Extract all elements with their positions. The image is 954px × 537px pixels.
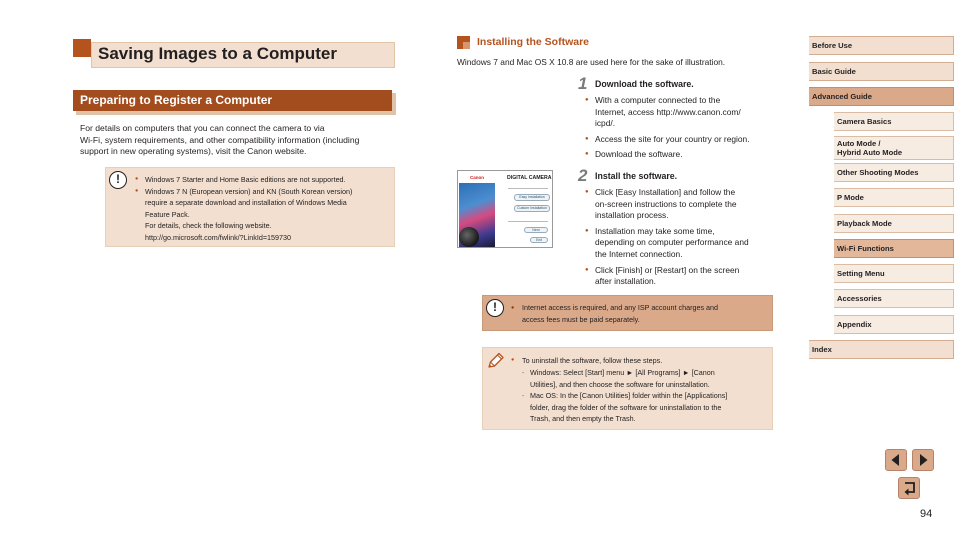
nav-camera-basics[interactable]: Camera Basics [834,112,954,131]
tip-line: Trash, and then empty the Trash. [530,414,636,424]
nav-playback-mode[interactable]: Playback Mode [834,214,954,233]
step-bullet [585,226,775,261]
return-icon [899,478,919,498]
bullet-line: depending on computer performance and [595,237,749,248]
step-bullet [585,134,775,146]
step-bullet [585,265,775,288]
screenshot-brand: Canon [470,175,484,180]
intro-line: For details on computers that you can connect the camera to via [80,123,325,133]
intro-line: support in new operating systems), visit the Canon website. [80,146,307,157]
nav-auto-mode-line1: Auto Mode / [837,139,881,148]
step-bullet [585,95,775,130]
bullet-line: after installation. [595,276,656,287]
bullet-line: Internet, access http://www.canon.com/ [595,106,741,117]
bullet-line: the Internet connection. [595,248,683,259]
caution-continuation: Feature Pack. [145,209,190,219]
nav-auto-mode-line2: Hybrid Auto Mode [837,148,903,157]
section-intro: Windows 7 and Mac OS X 10.8 are used here for the sake of illustration. [457,57,726,67]
notice-text [522,302,772,326]
bullet-line: ● Download the software. [595,149,683,160]
tip-steps [522,367,768,425]
nav-advanced-guide[interactable]: Advanced Guide [809,87,954,106]
section-marker-accent [463,42,470,49]
bullet-line: ● Click [Easy Installation] and follow the [595,187,736,197]
tip-step [522,367,768,390]
step-title: Download the software. [595,79,694,89]
tip-line: Utilities], and then choose the software for uninstallation. [530,379,710,389]
tip-main: ● To uninstall the software, follow these steps. [522,355,662,367]
tip-line: - Mac OS: In the [Canon Utilities] folder within the [Applications] [530,391,728,401]
bullet-line: ● Access the site for your country or region. [595,133,750,144]
screenshot-lens [459,227,479,247]
caution-icon: ! [486,299,504,317]
screenshot-next-button: Next [524,227,548,233]
title-marker [73,39,91,57]
subtitle: Preparing to Register a Computer [80,93,273,107]
installer-screenshot [457,170,553,248]
screenshot-divider [508,221,548,222]
step-bullets [585,95,775,165]
nav-appendix[interactable]: Appendix [834,315,954,334]
tip-line: folder, drag the folder of the software for uninstallation to the [530,402,722,412]
tip-line: - Windows: Select [Start] menu ► [All Programs] ► [Canon [530,368,715,377]
step-bullets [585,187,775,292]
bullet-line: ● With a computer connected to the [595,95,721,105]
arrow-left-icon [886,450,906,470]
nav-other-shooting-modes[interactable]: Other Shooting Modes [834,163,954,182]
nav-index[interactable]: Index [809,340,954,359]
page-title: Saving Images to a Computer [98,44,337,63]
caution-continuation: For details, check the following website. [145,221,272,231]
return-button[interactable] [898,477,920,499]
nav-p-mode[interactable]: P Mode [834,188,954,207]
nav-auto-mode[interactable] [834,136,954,160]
screenshot-easy-button: Easy Installation [514,194,550,201]
nav-accessories[interactable]: Accessories [834,289,954,308]
bullet-line: ● Installation may take some time, [595,225,715,236]
caution-list [135,174,393,244]
caution-item: ● Windows 7 N (European version) and KN (South Korean version) [135,186,393,198]
caution-icon: ! [109,171,127,189]
bullet-line: icpd/. [595,118,616,129]
screenshot-title: DIGITAL CAMERA [507,175,552,181]
step-bullet [585,149,775,161]
step-title: Install the software. [595,171,678,181]
step-bullet [585,187,775,222]
nav-basic-guide[interactable]: Basic Guide [809,62,954,81]
caution-continuation: require a separate download and installation of Windows Media [145,198,347,208]
screenshot-exit-button: Exit [530,237,548,243]
nav-before-use[interactable]: Before Use [809,36,954,55]
tip-step [522,390,768,425]
pencil-icon [486,351,506,371]
bullet-line: installation process. [595,210,669,221]
arrow-right-icon [913,450,933,470]
section-title: Installing the Software [477,36,590,48]
intro-paragraph [80,123,398,158]
next-page-button[interactable] [912,449,934,471]
nav-setting-menu[interactable]: Setting Menu [834,264,954,283]
screenshot-divider [508,188,548,189]
nav-wifi-functions[interactable]: Wi-Fi Functions [834,239,954,258]
caution-link[interactable]: http://go.microsoft.com/fwlink/?LinkId=159730 [145,232,292,242]
page-number: 94 [920,508,933,520]
screenshot-custom-button: Custom Installation [514,205,550,212]
bullet-line: ● Click [Finish] or [Restart] on the screen [595,264,740,275]
step-number: 1 [578,74,588,93]
previous-page-button[interactable] [885,449,907,471]
notice-line: ● Internet access is required, and any ISP account charges and [522,303,719,312]
step-number: 2 [578,166,588,185]
notice-line: access fees must be paid separately. [522,315,640,324]
caution-item: ● Windows 7 Starter and Home Basic editions are not supported. [135,174,393,186]
bullet-line: on-screen instructions to complete the [595,198,737,209]
intro-line: Wi-Fi, system requirements, and other compatibility information (including [80,134,360,145]
